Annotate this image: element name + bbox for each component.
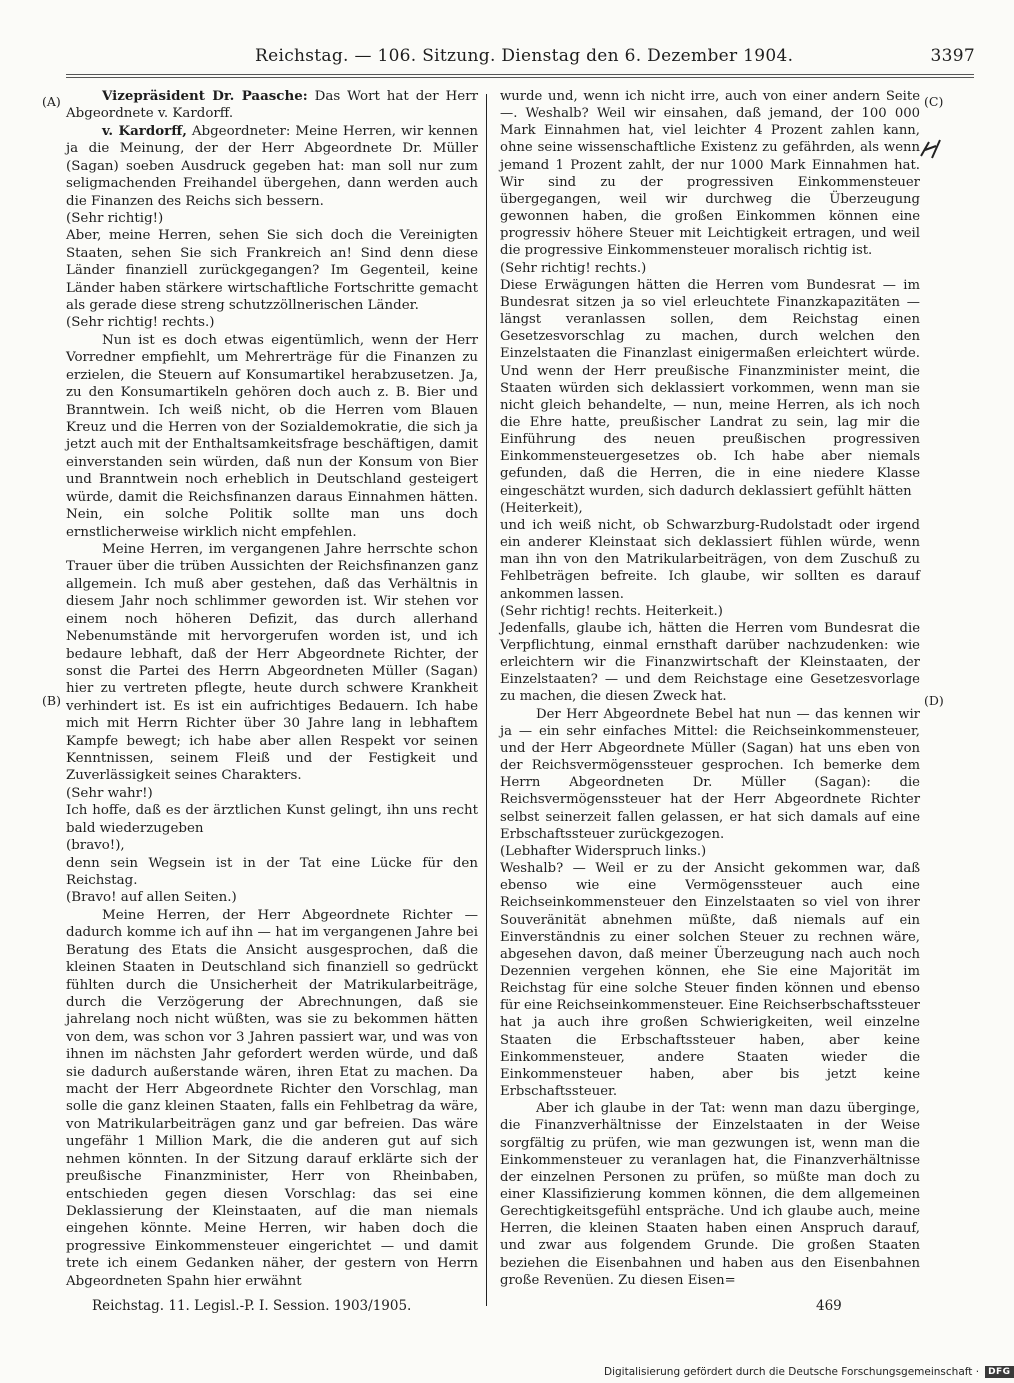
header-rule-double [66, 77, 974, 78]
paragraph: Aber ich glaube in der Tat: wenn man dazu überginge, die Finanzverhältnisse der Einzelstaaten in der Weise sorgfältig zu prüfen, wie man gezwungen ist, wenn man die Einkommensteuer zu veranlagen hat, die Finanzverhältnisse der einzelnen Personen zu prüfen, so müßte man doch zu einer Klassifizierung kommen können, die dem allgemeinen Gerechtigkeitsgefühl entspräche. Und ich glaube auch, meine Herren, die kleinen Staaten haben einen Anspruch darauf, und zwar aus folgendem Grunde. Die großen Staaten beziehen die Eisenbahnen und haben aus den Eisenbahnen große Revenüen. Zu diesen Eisen= [500, 1101, 920, 1288]
interjection: (Sehr richtig! rechts. Heiterkeit.) [500, 603, 723, 619]
paragraph: Weshalb? — Weil er zu der Ansicht gekommen war, daß ebenso wie eine Vermögenssteuer auch eine Reichseinkommensteuer den Einzelstaaten so viel von ihrer Souveränität abnehmen müßte, daß niemals auf ein Einverständnis zu einer solchen Steuer zu rechnen wäre, abgesehen davon, daß meiner Überzeugung nach auch noch Dezennien vergehen können, ehe Sie eine Majorität im Reichstag für eine solche Steuer finden können und ebenso für eine Reichseinkommensteuer. Eine Reichserbschaftssteuer hat ja auch ihre großen Schwierigkeiten, weil einzelne Staaten die Erbschaftssteuer haben, aber keine Einkommensteuer, andere Staaten wieder die Einkommensteuer haben, aber bis jetzt keine Erbschaftssteuer. [500, 861, 920, 1100]
paragraph: wurde und, wenn ich nicht irre, auch von einer andern Seite —. Weshalb? Weil wir einsahen, daß jemand, der 100 000 Mark Einnahmen hat, viel leichter 4 Prozent zahlen kann, ohne seine wissenschaftliche Existenz zu gefährden, als wenn jemand 1 Prozent zahlt, der nur 1000 Mark Einnahmen hat. Wir sind zu der progressiven Einkommensteuer übergegangen, weil wir durchweg die Überzeugung gewonnen haben, die großen Einkommen können eine progressiv höhere Steuer mit Leichtigkeit ertragen, und weil die progressive Einkommensteuer moralisch richtig ist. [500, 89, 920, 259]
margin-marker-d: (D) [924, 693, 944, 708]
interjection: (Sehr richtig! rechts.) [500, 260, 647, 276]
margin-marker-b: (B) [42, 693, 61, 708]
margin-marker-c: (C) [924, 94, 944, 109]
running-title: Reichstag. — 106. Sitzung. Dienstag den 6. Dezember 1904. [255, 46, 794, 66]
left-column [66, 88, 478, 1290]
speaker-paragraph [66, 88, 478, 123]
paragraph: Aber, meine Herren, sehen Sie sich doch die Vereinigten Staaten, sehen Sie sich Frankreich an! Sind denn diese Länder finanziell zurückgegangen? Im Gegenteil, keine Länder haben stärkere wirtschaftliche Fortschritte gemacht als gerade diese streng schutzzöllnerischen Länder. [66, 228, 478, 314]
paragraph: Diese Erwägungen hätten die Herren vom Bundesrat — im Bundesrat sitzen ja so viel erleuchtete Finanzkapazitäten — längst veranlassen sollen, dem Reichstag einen Gesetzesvorschlag zu machen, durch welchen den Einzelstaaten die Finanzlast einigermaßen erleichtert würde. Und wenn der Herr preußische Finanzminister meint, die Staaten würden sich deklassiert vorkommen, wenn man sie nicht gleich behandelte, — nun, meine Herren, als ich noch die Ehre hatte, preußischer Landrat zu sein, lag mir die Einführung des neuen preußischen progressiven Einkommensteuergesetzes ob. Ich habe aber niemals gefunden, daß die Herren, die in eine niedere Klasse eingeschätzt wurden, sich dadurch deklassiert gefühlt hätten [500, 277, 920, 499]
dfg-logo: DFG [985, 1366, 1014, 1378]
paragraph: Meine Herren, der Herr Abgeordnete Richter — dadurch komme ich auf ihn — hat im vergangenen Jahre bei Beratung des Etats die Ansicht ausgesprochen, daß die kleinen Staaten in Deutschland sich finanziell so gedrückt fühlten durch die Unsicherheit der Matrikularbeiträge, durch die Verzögerung der Abrechnungen, daß sie jahrelang noch nicht wüßten, was sie zu bekommen hätten von dem, was schon vor 3 Jahren passiert war, und was von ihnen im nächsten Jahr gefordert werden würde, und daß sie dadurch außerstande wären, ihren Etat zu machen. Da macht der Herr Abgeordnete Richter den Vorschlag, man solle die ganz kleinen Staaten, falls ein Fehlbetrag da wäre, von Matrikularbeiträgen ganz und gar befreien. Das wäre ungefähr 1 Million Mark, die die anderen gut auf sich nehmen könnten. In der Sitzung darauf erklärte sich der preußische Finanzminister, Herr von Rheinbaben, entschieden gegen diesen Vorschlag: das sei eine Deklassierung der Kleinstaaten, auf die man niemals eingehen könnte. Meine Herren, wir haben doch die progressive Einkommensteuer eingerichtet — und damit trete ich einem Gedanken näher, der gestern von Herrn Abgeordneten Spahn hier erwähnt [66, 907, 478, 1289]
page-header [255, 46, 975, 72]
funding-note [604, 1364, 1014, 1380]
paragraph: denn sein Wegsein ist in der Tat eine Lücke für den Reichstag. [66, 855, 478, 888]
interjection: (Sehr richtig! rechts.) [66, 315, 215, 331]
header-rule [66, 74, 974, 75]
paragraph: Der Herr Abgeordnete Bebel hat nun — das kennen wir ja — ein sehr einfaches Mittel: die Reichseinkommensteuer, und der Herr Abgeordnete Müller (Sagan) hat uns eben von der Reichsvermögenssteuer gesprochen. Ich bemerke dem Herrn Abgeordneten Dr. Müller (Sagan): die Reichsvermögenssteuer hat der Herr Abgeordnete Richter selbst seinerzeit fallen gelassen, er hat sich damals auf eine Erbschaftssteuer zurückgezogen. [500, 706, 920, 842]
paragraph: und ich weiß nicht, ob Schwarzburg-Rudolstadt oder irgend ein anderer Kleinstaat sich deklassiert fühlen würde, wenn man ihn von den Matrikularbeiträgen, von dem Zuschuß zu Fehlbeträgen befreite. Ich glaube, wir sollten es darauf ankommen lassen. [500, 517, 920, 602]
paragraph: Ich hoffe, daß es der ärztlichen Kunst gelingt, ihn uns recht bald wiederzugeben [66, 803, 478, 836]
interjection: (Sehr richtig!) [66, 210, 164, 226]
sheet-number: 469 [816, 1298, 842, 1314]
column-separator [486, 94, 487, 1306]
paragraph: Nun ist es doch etwas eigentümlich, wenn der Herr Vorredner empfiehlt, um Mehrerträge für die Finanzen zu erzielen, die Steuern auf Konsumartikel herabzusetzen. Ja, zu den Konsumartikeln gehören doch auch z. B. Bier und Branntwein. Ich weiß nicht, ob die Herren vom Blauen Kreuz und die Herren von der Sozialdemokratie, die sich ja jetzt auch mit der Enthaltsamkeitsfrage beschäftigen, damit einverstanden sein würden, daß nun der Konsum von Bier und Branntwein noch erheblich in Deutschland gesteigert würde, damit die Reichsfinanzen daraus Einnahmen hätten. Nein, ein solche Politik sollte man uns doch ernstlicherweise wirklich nicht empfehlen. [66, 332, 478, 540]
interjection: (bravo!), [66, 838, 125, 854]
page-number: 3397 [930, 46, 975, 66]
interjection: (Heiterkeit), [500, 500, 583, 516]
speech-text: Abgeordneter: Meine Herren, wir kennen ja die Meinung, der der Herr Abgeordnete Dr. Müller (Sagan) soeben Ausdruck gegeben hat: man soll nur zum seligmachenden Freihandel übergehen, dann werden auch die Finanzen des Reichs sich bessern. [66, 123, 478, 209]
right-column [500, 88, 920, 1289]
interjection: (Bravo! auf allen Seiten.) [66, 890, 237, 906]
margin-marker-a: (A) [42, 94, 61, 109]
funding-text: Digitalisierung gefördert durch die Deutsche Forschungsgemeinschaft · [604, 1366, 980, 1378]
paragraph: Meine Herren, im vergangenen Jahre herrschte schon Trauer über die trüben Aussichten der Reichsfinanzen ganz allgemein. Ich muß aber gestehen, daß das Verhältnis in diesem Jahr noch schlimmer geworden ist. Wir stehen vor einem noch höheren Defizit, das durch allerhand Nebenumstände mit hervorgerufen worden ist, und ich bedaure lebhaft, daß der Herr Abgeordnete Richter, der sonst die Partei des Herrn Abgeordneten Müller (Sagan) hier zu vertreten pflegte, heute durch schwere Krankheit verhindert ist. Es ist ein aufrichtiges Bedauern. Ich habe mich mit Herrn Richter über 30 Jahre lang in lebhaftem Kampfe bewegt; ich habe aber allen Respekt vor seinen Kenntnissen, seinem Fleiß und der Festigkeit und Zuverlässigkeit seines Charakters. [66, 541, 478, 784]
correction-mark-icon [918, 136, 944, 162]
paragraph: Jedenfalls, glaube ich, hätten die Herren vom Bundesrat die Verpflichtung, einmal ernsthaft darüber nachzudenken: wie erleichtern wir die Finanzwirtschaft der Kleinstaaten, der Einzelstaaten? — und dem Reichstage eine Gesetzesvorlage zu machen, die diesen Zweck hat. [500, 620, 920, 705]
speech-text: Das Wort hat der Herr Abgeordnete v. Kardorff. [66, 89, 478, 122]
interjection: (Sehr wahr!) [66, 785, 153, 801]
speaker-paragraph [66, 123, 478, 210]
interjection: (Lebhafter Widerspruch links.) [500, 843, 707, 859]
session-footer: Reichstag. 11. Legisl.-P. I. Session. 1903/1905. [92, 1298, 412, 1314]
speaker-name: v. Kardorff, [102, 122, 187, 139]
speaker-name: Vizepräsident Dr. Paasche: [102, 88, 308, 104]
